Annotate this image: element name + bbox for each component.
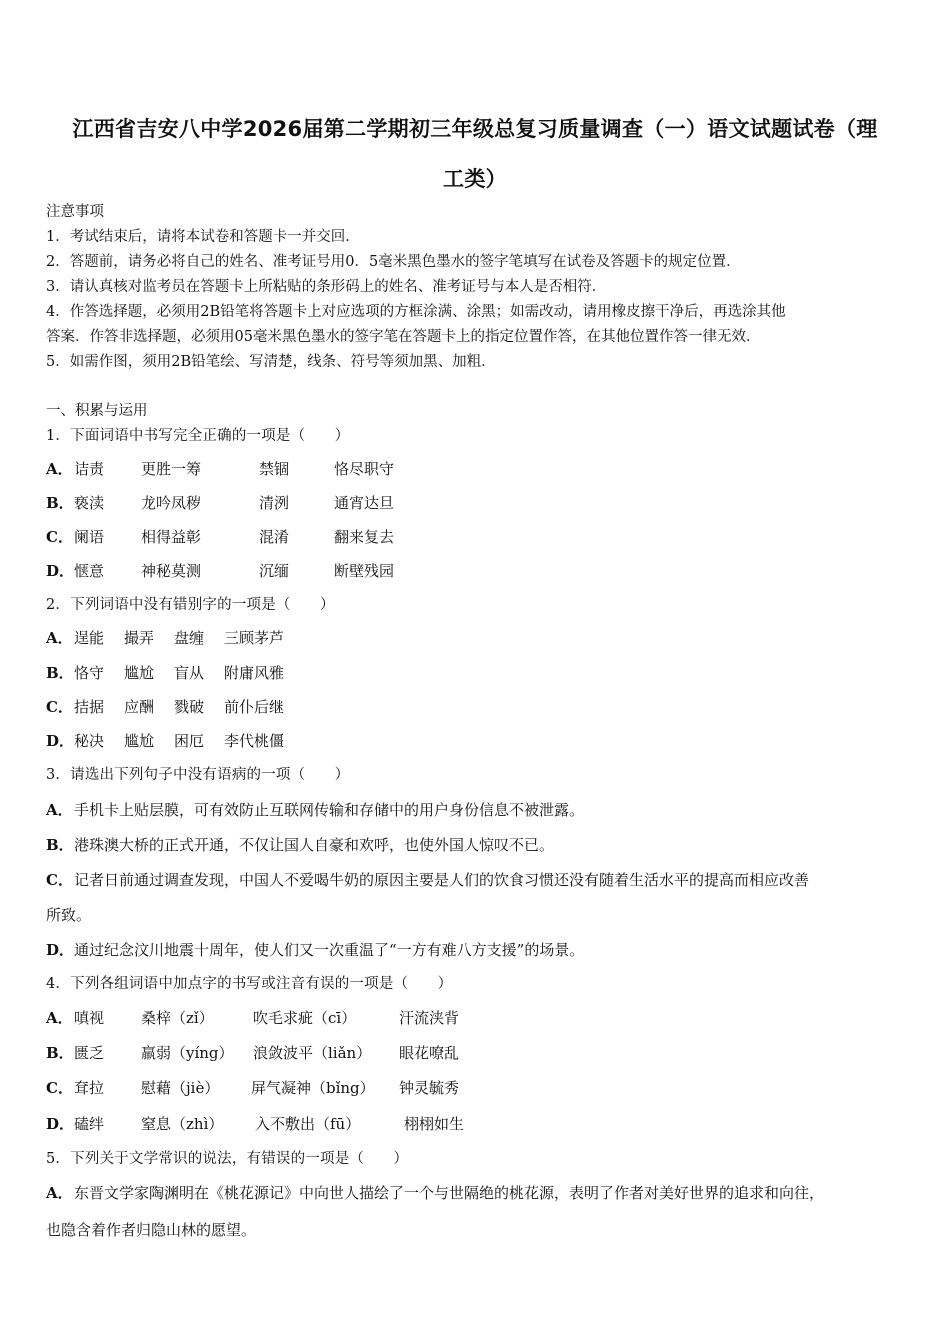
q2-option-b	[46, 663, 285, 683]
q5-option-a	[46, 1183, 824, 1203]
option-key: A．	[46, 801, 73, 819]
option-word: 三顾茅芦	[224, 629, 285, 647]
option-word: 禁锢	[259, 460, 290, 478]
q4-option-d	[46, 1114, 465, 1134]
option-word: 惬意	[74, 562, 105, 580]
option-key: B．	[46, 1044, 74, 1062]
q1-option-d	[46, 561, 395, 581]
option-word: 尴尬	[124, 732, 155, 750]
option-word: 李代桃僵	[224, 732, 285, 750]
q1-option-a	[46, 459, 395, 479]
option-text: 手机卡上贴层膜，可有效防止互联网传输和存储中的用户身份信息不被泄露。	[74, 801, 585, 819]
option-key: D．	[46, 732, 75, 750]
notice-heading: 注意事项	[46, 204, 104, 220]
q3-option-d	[46, 940, 584, 960]
option-word: 前仆后继	[224, 698, 285, 716]
notice-item-2: 2．答题前，请务必将自己的姓名、准考证号用0．5毫米黑色墨水的签字笔填写在试卷及答题卡的规定位置．	[46, 254, 741, 270]
option-word: 阑语	[74, 528, 105, 546]
option-word: 屏气凝神（bǐng）	[251, 1079, 375, 1097]
option-word: 羸弱（yíng）	[141, 1044, 234, 1062]
option-word: 更胜一筹	[141, 460, 202, 478]
option-word: 神秘莫测	[141, 562, 202, 580]
option-word: 撮弄	[124, 629, 155, 647]
option-word: 栩栩如生	[404, 1115, 465, 1133]
q2-option-d	[46, 731, 285, 751]
q4-option-b	[46, 1043, 460, 1063]
option-word: 清洌	[259, 494, 290, 512]
option-word: 盲从	[174, 664, 205, 682]
exam-title	[40, 104, 910, 204]
option-word: 恪尽职守	[334, 460, 395, 478]
option-word: 嗔视	[74, 1009, 105, 1027]
q3-option-a	[46, 800, 584, 820]
notice-item-4: 4．作答选择题，必须用2B铅笔将答题卡上对应选项的方框涂满、涂黑；如需改动，请用橡皮擦干净后，再选涂其他	[46, 304, 786, 320]
q1-option-b	[46, 493, 395, 513]
q4-option-a	[46, 1008, 460, 1028]
option-word: 断壁残园	[334, 562, 395, 580]
title-line-1: 江西省吉安八中学2026届第二学期初三年级总复习质量调查（一）语文试题试卷（理	[72, 117, 878, 141]
option-word: 耷拉	[74, 1079, 105, 1097]
option-word: 钟灵毓秀	[399, 1079, 460, 1097]
option-word: 困厄	[174, 732, 205, 750]
option-word: 附庸风雅	[224, 664, 285, 682]
option-key: C．	[46, 528, 73, 546]
q3-option-c-cont: 所致。	[46, 906, 92, 924]
notice-item-5: 5．如需作图，须用2B铅笔绘、写清楚，线条、符号等须加黑、加粗．	[46, 354, 496, 370]
option-word: 盘缠	[174, 629, 205, 647]
option-word: 吹毛求疵（cī）	[253, 1009, 357, 1027]
option-word: 慰藉（jiè）	[141, 1079, 220, 1097]
q3-option-b	[46, 835, 554, 855]
option-text: 记者日前通过调查发现，中国人不爱喝牛奶的原因主要是人们的饮食习惯还没有随着生活水平的提高而相应改善	[74, 871, 810, 889]
option-word: 桑梓（zǐ）	[141, 1009, 214, 1027]
option-key: D．	[46, 1115, 75, 1133]
question-4-stem: 4．下列各组词语中加点字的书写或注音有误的一项是（ ）	[46, 976, 453, 992]
option-key: B．	[46, 494, 74, 512]
option-word: 拮据	[74, 698, 105, 716]
q2-option-a	[46, 628, 285, 648]
section-heading: 一、积累与运用	[46, 403, 148, 419]
option-word: 逞能	[74, 629, 105, 647]
q3-option-c	[46, 870, 809, 890]
question-1-stem: 1．下面词语中书写完全正确的一项是（ ）	[46, 428, 350, 444]
option-key: A．	[46, 629, 73, 647]
option-key: B．	[46, 664, 74, 682]
option-key: A．	[46, 460, 73, 478]
option-word: 应酬	[124, 698, 155, 716]
option-key: A．	[46, 1009, 73, 1027]
option-key: A．	[46, 1184, 73, 1202]
option-word: 亵渎	[74, 494, 105, 512]
question-3-stem: 3．请选出下列句子中没有语病的一项（ ）	[46, 767, 350, 783]
option-word: 混淆	[259, 528, 290, 546]
option-word: 翻来复去	[334, 528, 395, 546]
option-word: 浪敛波平（liǎn）	[253, 1044, 372, 1062]
option-word: 沉缅	[259, 562, 290, 580]
question-2-stem: 2．下列词语中没有错别字的一项是（ ）	[46, 597, 335, 613]
option-word: 戮破	[174, 698, 205, 716]
notice-item-4-cont: 答案．作答非选择题，必须用05毫米黑色墨水的签字笔在答题卡上的指定位置作答，在其他位置作答一律无效．	[46, 329, 761, 345]
option-text: 东晋文学家陶渊明在《桃花源记》中向世人描绘了一个与世隔绝的桃花源，表明了作者对美好世界的追求和向往，	[74, 1184, 825, 1202]
option-text: 通过纪念汶川地震十周年，使人们又一次重温了“一方有难八方支援”的场景。	[74, 941, 585, 959]
notice-item-1: 1．考试结束后，请将本试卷和答题卡一并交回．	[46, 229, 360, 245]
option-word: 龙吟凤秽	[141, 494, 202, 512]
q5-option-a-cont: 也隐含着作者归隐山林的愿望。	[46, 1221, 257, 1239]
q2-option-c	[46, 697, 285, 717]
option-key: C．	[46, 871, 73, 889]
option-key: B．	[46, 836, 74, 854]
option-word: 相得益彰	[141, 528, 202, 546]
option-word: 磕绊	[74, 1115, 105, 1133]
q1-option-c	[46, 527, 395, 547]
option-word: 通宵达旦	[334, 494, 395, 512]
option-word: 尴尬	[124, 664, 155, 682]
option-key: D．	[46, 562, 75, 580]
option-word: 眼花嘹乱	[399, 1044, 460, 1062]
option-word: 入不敷出（fū）	[255, 1115, 361, 1133]
option-word: 恪守	[74, 664, 105, 682]
q4-option-c	[46, 1078, 460, 1098]
option-word: 秘决	[74, 732, 105, 750]
title-line-2: 工类）	[443, 167, 507, 191]
option-key: D．	[46, 941, 75, 959]
option-key: C．	[46, 1079, 73, 1097]
option-text: 港珠澳大桥的正式开通，不仅让国人自豪和欢呼，也使外国人惊叹不已。	[74, 836, 555, 854]
option-word: 诘责	[74, 460, 105, 478]
option-word: 窒息（zhì）	[141, 1115, 224, 1133]
question-5-stem: 5．下列关于文学常识的说法，有错误的一项是（ ）	[46, 1151, 409, 1167]
notice-item-3: 3．请认真核对监考员在答题卡上所粘贴的条形码上的姓名、准考证号与本人是否相符．	[46, 279, 607, 295]
option-word: 汗流浃背	[399, 1009, 460, 1027]
option-word: 匮乏	[74, 1044, 105, 1062]
option-key: C．	[46, 698, 73, 716]
